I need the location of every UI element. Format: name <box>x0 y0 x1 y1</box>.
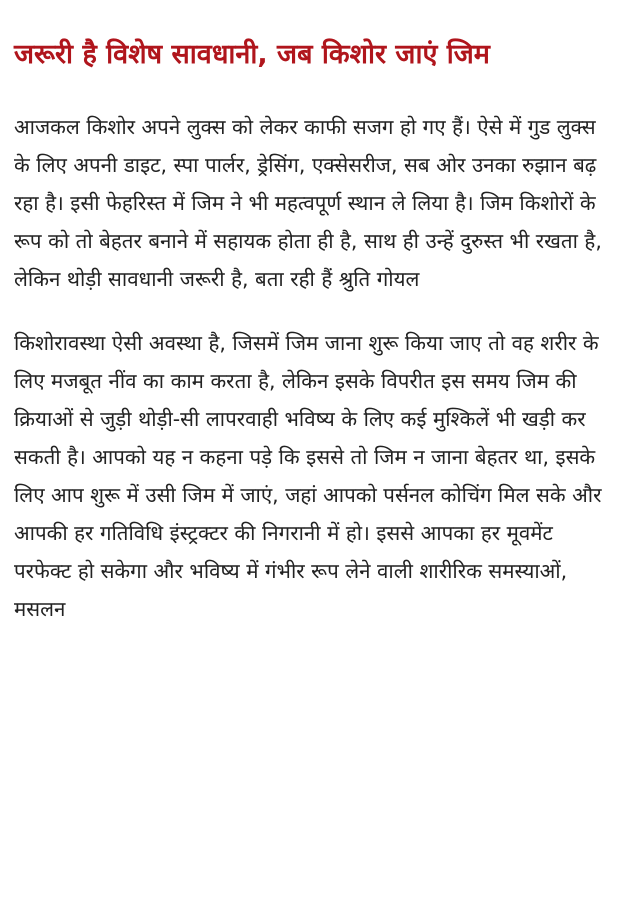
article-body-paragraph: किशोरावस्था ऐसी अवस्था है, जिसमें जिम जाना शुरू किया जाए तो वह शरीर के लिए मजबूत नींव का काम करता है, लेकिन इसके विपरीत इस समय जिम की क्रियाओं से जुड़ी थोड़ी-सी लापरवाही भविष्य के लिए कई मुश्किलें भी खड़ी कर सकती है। आपको यह न कहना पड़े कि इससे तो जिम न जाना बेहतर था, इसके लिए आप शुरू में उसी जिम में जाएं, जहां आपको पर्सनल कोचिंग मिल सके और आपकी हर गतिविधि इंस्ट्रक्टर की निगरानी में हो। इससे आपका हर मूवमेंट परफेक्ट हो सकेगा और भविष्य में गंभीर रूप लेने वाली शारीरिक समस्याओं, मसलन <box>14 331 602 621</box>
article-intro-paragraph: आजकल किशोर अपने लुक्स को लेकर काफी सजग हो गए हैं। ऐसे में गुड लुक्स के लिए अपनी डाइट, स्पा पार्लर, ड्रेसिंग, एक्सेसरीज, सब ओर उनका रुझान बढ़ रहा है। इसी फेहरिस्त में जिम ने भी महत्वपूर्ण स्थान ले लिया है। जिम किशोरों के रूप को तो बेहतर बनाने में सहायक होता ही है, साथ ही उन्हें दुरुस्त भी रखता है, लेकिन थोड़ी सावधानी जरूरी है, बता रही हैं श्रुति गोयल <box>14 115 602 291</box>
article-headline: जरूरी है विशेष सावधानी, जब किशोर जाएं जिम <box>14 39 490 70</box>
